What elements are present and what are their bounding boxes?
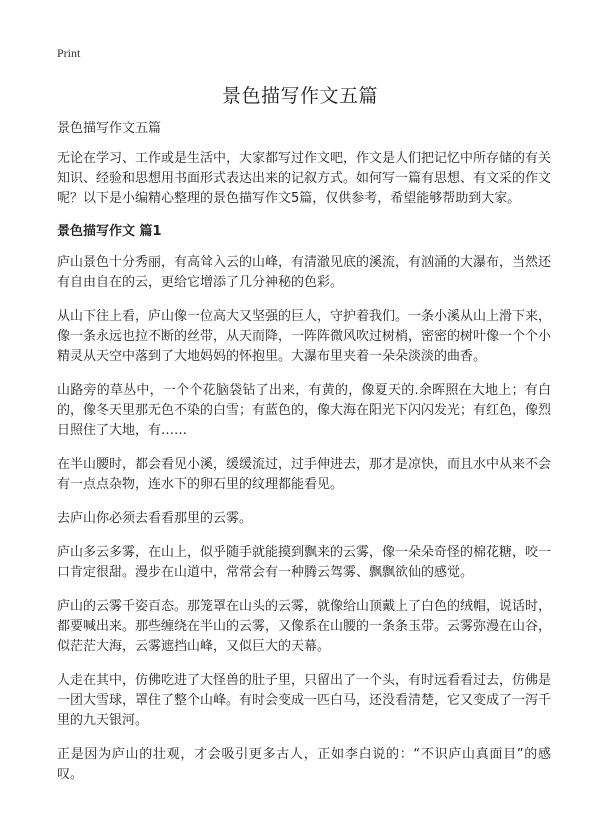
paragraph: 庐山多云多雾，在山上，似乎随手就能摸到飘来的云雾，像一朵朵奇怪的棉花糖，咬一口肯定很甜。漫步在山道中，常常会有一种腾云驾雾、飘飘欲仙的感觉。 [57, 545, 552, 580]
page-title: 景色描写作文五篇 [221, 85, 378, 107]
paragraph: 人走在其中，仿佛吃进了大怪兽的肚子里，只留出了一个头，有时远看看过去，仿佛是一团大雪球，罩住了整个山峰。有时会变成一匹白马，还没看清楚，它又变成了一泻千里的九天银河。 [57, 673, 552, 728]
paragraph: 庐山景色十分秀丽，有高耸入云的山峰，有清澈见底的溪流，有汹涌的大瀑布，当然还有自由自在的云，更给它增添了几分神秘的色彩。 [57, 255, 552, 290]
article-body [57, 120, 551, 799]
section-heading: 景色描写作文 篇1 [57, 224, 162, 239]
article-subtitle: 景色描写作文五篇 [57, 121, 162, 136]
paragraph: 正是因为庐山的壮观，才会吸引更多古人，正如李白说的：“不识庐山真面目”的感叹。 [57, 747, 551, 782]
paragraph: 在半山腰时，都会看见小溪，缓缓流过，过手伸进去，那才是凉快，而且水中从来不会有一点点杂物，连水下的卵石里的纹理都能看见。 [57, 457, 552, 492]
paragraph: 庐山的云雾千姿百态。那笼罩在山头的云雾，就像给山顶戴上了白色的绒帽，说话时，都要喊出来。那些缠绕在半山的云雾，又像系在山腰的一条条玉带。云雾弥漫在山谷，似茫茫大海，云雾遮挡山峰，又似巨大的天幕。 [57, 599, 552, 654]
paragraph: 山路旁的草丛中，一个个花脑袋钻了出来，有黄的，像夏天的.余晖照在大地上；有白的，像冬天里那无色不染的白雪；有蓝色的，像大海在阳光下闪闪发光；有红色，像烈日照住了大地，有…… [57, 383, 552, 438]
print-label: Print [57, 46, 81, 60]
paragraph: 去庐山你必须去看看那里的云雾。 [57, 511, 253, 526]
paragraph: 从山下往上看，庐山像一位高大又坚强的巨人，守护着我们。一条小溪从山上滑下来，像一条永远也拉不断的丝带，从天而降，一阵阵微风吹过树梢，密密的树叶像一个个小精灵从天空中落到了大地妈妈的怀抱里。大瀑布里夹着一朵朵淡淡的曲香。 [57, 309, 552, 364]
intro-paragraph: 无论在学习、工作或是生活中，大家都写过作文吧，作文是人们把记忆中所存储的有关知识、经验和思想用书面形式表达出来的记叙方式。如何写一篇有思想、有文采的作文呢？以下是小编精心整理的景色描写作文5篇，仅供参考，希望能够帮助到大家。 [57, 151, 552, 206]
